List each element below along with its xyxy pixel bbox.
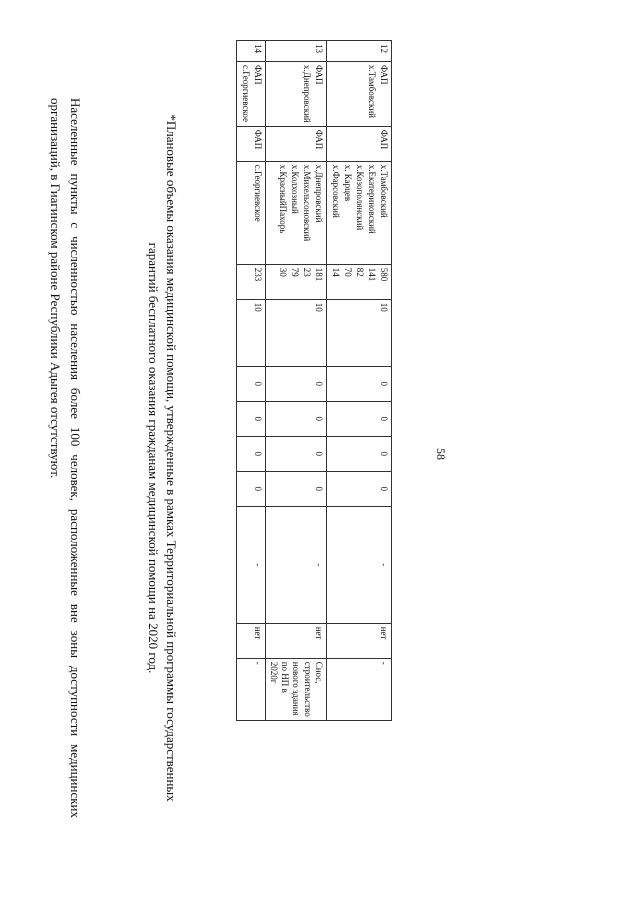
cell-line: 181 xyxy=(314,267,324,282)
cell-name xyxy=(236,62,265,127)
cell-z3: 0 xyxy=(265,436,326,471)
cell-note: - xyxy=(327,658,392,720)
cell-z1: 0 xyxy=(265,366,326,401)
cell-z2: 0 xyxy=(327,401,392,436)
table-row xyxy=(327,41,392,721)
cell-has: нет xyxy=(327,623,392,658)
cell-z2: 0 xyxy=(265,401,326,436)
cell-line: х.Колхозный xyxy=(290,164,300,214)
cell-ni: - xyxy=(236,506,265,623)
cell-settlements xyxy=(236,161,265,264)
cell-note: - xyxy=(236,658,265,720)
cell-line: 79 xyxy=(290,267,300,277)
cell-has: нет xyxy=(265,623,326,658)
cell-line: 70 xyxy=(343,267,353,277)
cell-line: ФАП xyxy=(379,65,389,85)
cell-line: 580 xyxy=(379,267,389,282)
cell-no: 12 xyxy=(327,41,392,62)
availability-paragraph: Населенные пункты с численностью населения более 100 человек, расположенные вне зоны доступности медицинских организаций, в Гиагинском районе Республики Адыгея отсутствуют. xyxy=(48,98,83,818)
cell-name xyxy=(265,62,326,127)
page-number: 58 xyxy=(434,448,448,460)
cell-line: х.Днепровский xyxy=(302,65,312,123)
cell-distance: 10 xyxy=(327,299,392,366)
cell-type: ФАП xyxy=(236,126,265,161)
cell-line: 141 xyxy=(367,267,377,282)
cell-line: х.Тамбовский xyxy=(379,164,389,218)
cell-line: х.Екатериновский xyxy=(367,164,377,234)
cell-line: х.КрасныйПахорь xyxy=(278,164,288,234)
cell-line: х.Днепровский xyxy=(314,164,324,223)
cell-z2: 0 xyxy=(236,401,265,436)
facilities-table xyxy=(236,40,392,721)
cell-ni: - xyxy=(327,506,392,623)
cell-type: ФАП xyxy=(265,126,326,161)
cell-z1: 0 xyxy=(327,366,392,401)
table-row xyxy=(265,41,326,721)
cell-no: 14 xyxy=(236,41,265,62)
table-row xyxy=(236,41,265,721)
cell-line: х.Михельсоновский xyxy=(302,164,312,242)
cell-z4: 0 xyxy=(327,471,392,506)
cell-settlements xyxy=(265,161,326,264)
cell-has: нет xyxy=(236,623,265,658)
cell-z4: 0 xyxy=(265,471,326,506)
cell-line: х.Козополянский xyxy=(355,164,365,231)
cell-name xyxy=(327,62,392,127)
cell-line: 23 xyxy=(302,267,312,277)
cell-z3: 0 xyxy=(327,436,392,471)
cell-line: с.Георгиевское xyxy=(252,164,263,222)
cell-line: х.Тамбовский xyxy=(367,65,377,118)
cell-z1: 0 xyxy=(236,366,265,401)
cell-settlements xyxy=(327,161,392,264)
footnote: *Плановые объемы оказания медицинской помощи, утвержденные в рамках Территориальной программы государственных гарантий бесплатного оказания гражданам медицинской помощи на 2020 год. xyxy=(146,114,179,802)
cell-line: ФАП xyxy=(314,65,324,85)
cell-line: х. Карцев xyxy=(343,164,353,202)
cell-line: ФАП xyxy=(252,65,263,85)
cell-ni: - xyxy=(265,506,326,623)
cell-line: 233 xyxy=(252,267,263,282)
cell-line: 30 xyxy=(278,267,288,277)
cell-population xyxy=(265,264,326,299)
cell-population xyxy=(327,264,392,299)
cell-distance: 10 xyxy=(236,299,265,366)
cell-line: с.Георгиевское xyxy=(240,65,251,122)
cell-population xyxy=(236,264,265,299)
cell-line: х.Фарсовский xyxy=(331,164,341,218)
cell-z3: 0 xyxy=(236,436,265,471)
cell-z4: 0 xyxy=(236,471,265,506)
cell-line: 14 xyxy=(331,267,341,277)
cell-distance: 10 xyxy=(265,299,326,366)
cell-no: 13 xyxy=(265,41,326,62)
cell-note: Снос, строительство нового здания по НП в 2020г xyxy=(265,658,326,720)
cell-line: 82 xyxy=(355,267,365,277)
cell-type: ФАП xyxy=(327,126,392,161)
